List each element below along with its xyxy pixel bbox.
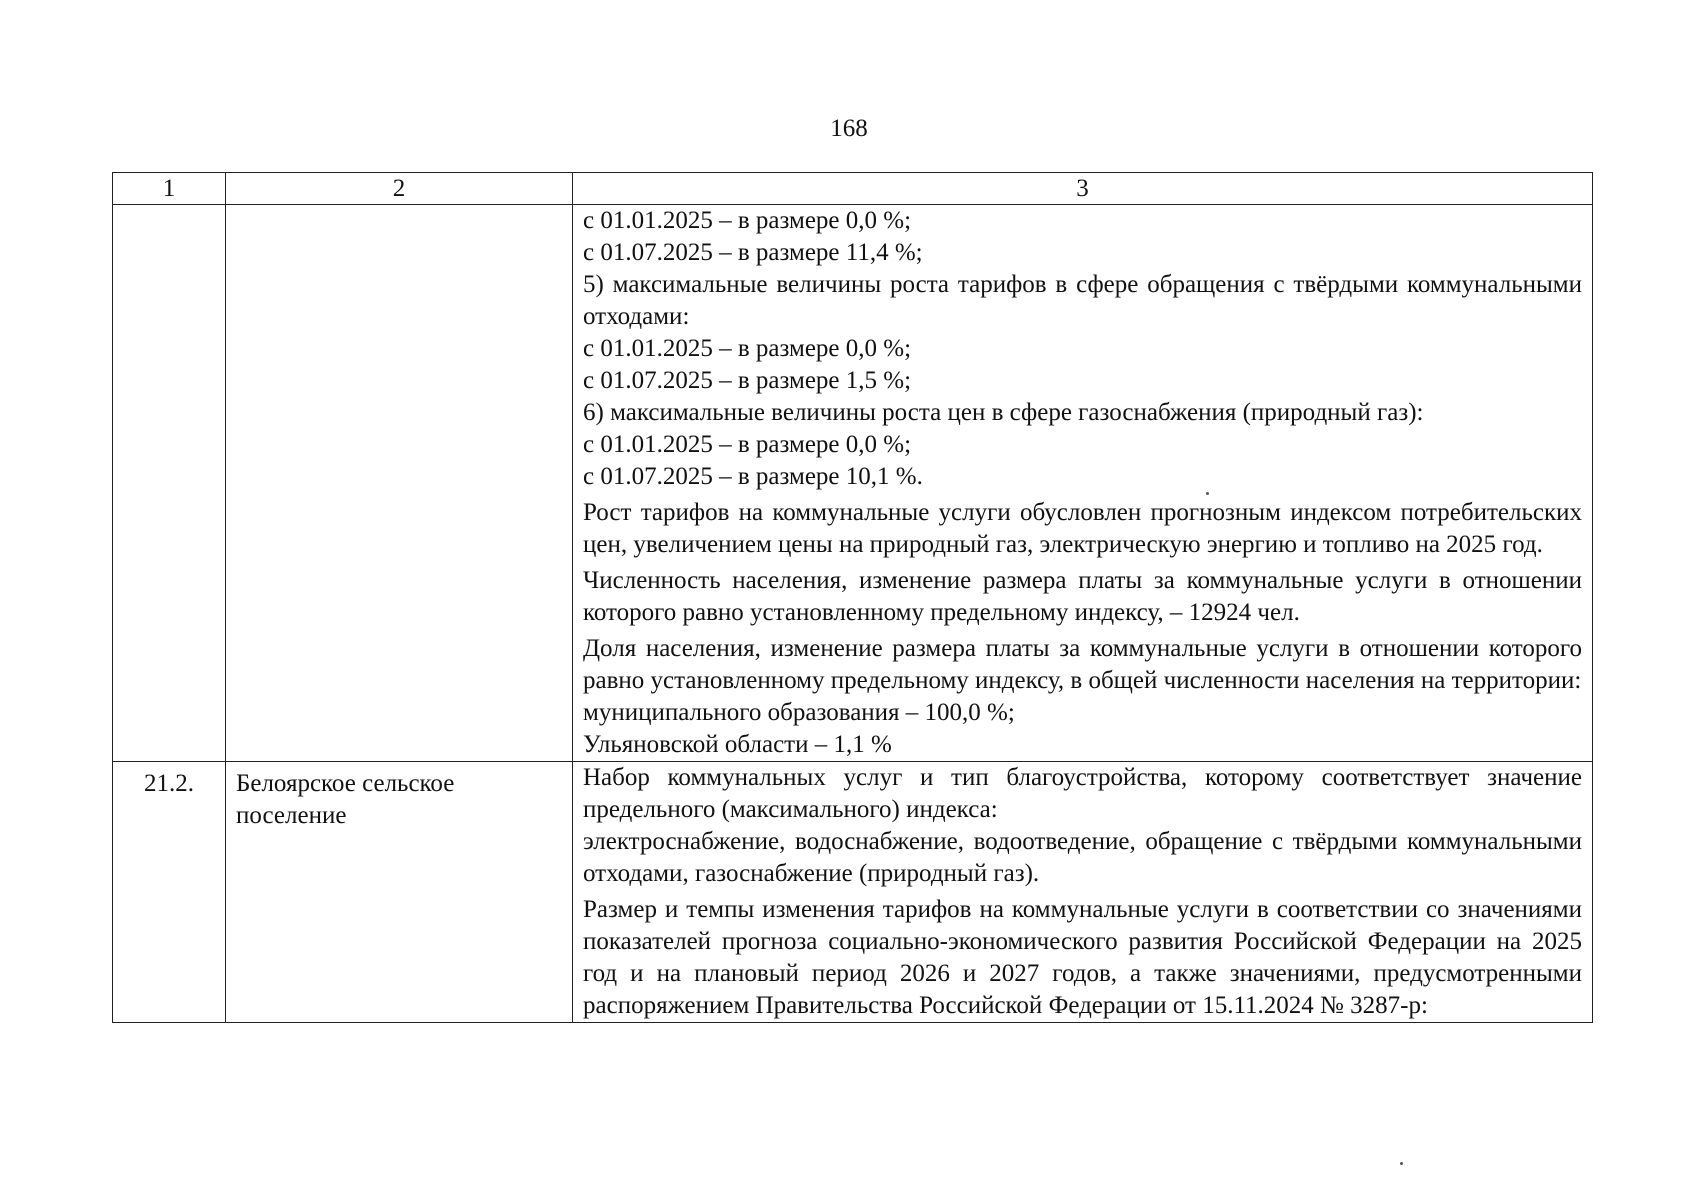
table-row	[113, 205, 1593, 762]
paragraph: электроснабжение, водоснабжение, водоотведение, обращение с твёрдыми коммунальными отходами, газоснабжение (природный газ).	[583, 828, 1582, 887]
paragraph: с 01.07.2025 – в размере 11,4 %;	[583, 239, 923, 266]
paragraph: с 01.01.2025 – в размере 0,0 %;	[583, 335, 912, 362]
paragraph: Набор коммунальных услуг и тип благоустройства, которому соответствует значение предельного (максимального) индекса:	[583, 764, 1582, 823]
header-col-1: 1	[113, 173, 226, 205]
paragraph: с 01.07.2025 – в размере 10,1 %.	[583, 463, 923, 490]
paragraph: с 01.01.2025 – в размере 0,0 %;	[583, 207, 912, 234]
paragraph: Ульяновской области – 1,1 %	[583, 731, 892, 758]
scan-speck	[1400, 1162, 1403, 1165]
paragraph: Численность населения, изменение размера платы за коммунальные услуги в отношении которого равно установленному предельному индексу, – 12924 чел.	[583, 567, 1582, 626]
paragraph: 6) максимальные величины роста цен в сфере газоснабжения (природный газ):	[583, 399, 1424, 426]
table-header-row	[113, 173, 1593, 205]
description-cell	[573, 762, 1593, 1023]
paragraph: 5) максимальные величины роста тарифов в сфере обращения с твёрдыми коммунальными отходами:	[583, 271, 1582, 330]
tariff-table	[112, 172, 1593, 1023]
settlement-name-cell	[226, 205, 573, 762]
page-number: 168	[830, 115, 868, 142]
table-row	[113, 762, 1593, 1023]
paragraph: Рост тарифов на коммунальные услуги обусловлен прогнозным индексом потребительских цен, увеличением цены на природный газ, электрическую энергию и топливо на 2025 год.	[583, 499, 1582, 558]
row-number-cell: 21.2.	[113, 762, 226, 1023]
header-col-2: 2	[226, 173, 573, 205]
row-number-cell	[113, 205, 226, 762]
paragraph: муниципального образования – 100,0 %;	[583, 699, 1015, 726]
settlement-name-cell: Белоярское сельское поселение	[226, 762, 573, 1023]
description-cell	[573, 205, 1593, 762]
paragraph: с 01.01.2025 – в размере 0,0 %;	[583, 431, 912, 458]
paragraph: Размер и темпы изменения тарифов на коммунальные услуги в соответствии со значениями показателей прогноза социально-экономического развития Российской Федерации на 2025 год и на плановый период 2026 и 2027 годов, а также значениями, предусмотренными распоряжением Правительства Российской Федерации от 15.11.2024 № 3287-р:	[583, 896, 1582, 1019]
header-col-3: 3	[573, 173, 1593, 205]
paragraph: Доля населения, изменение размера платы за коммунальные услуги в отношении которого равно установленному предельному индексу, в общей численности населения на территории:	[583, 635, 1582, 694]
paragraph: с 01.07.2025 – в размере 1,5 %;	[583, 367, 912, 394]
scan-speck	[1206, 492, 1209, 495]
